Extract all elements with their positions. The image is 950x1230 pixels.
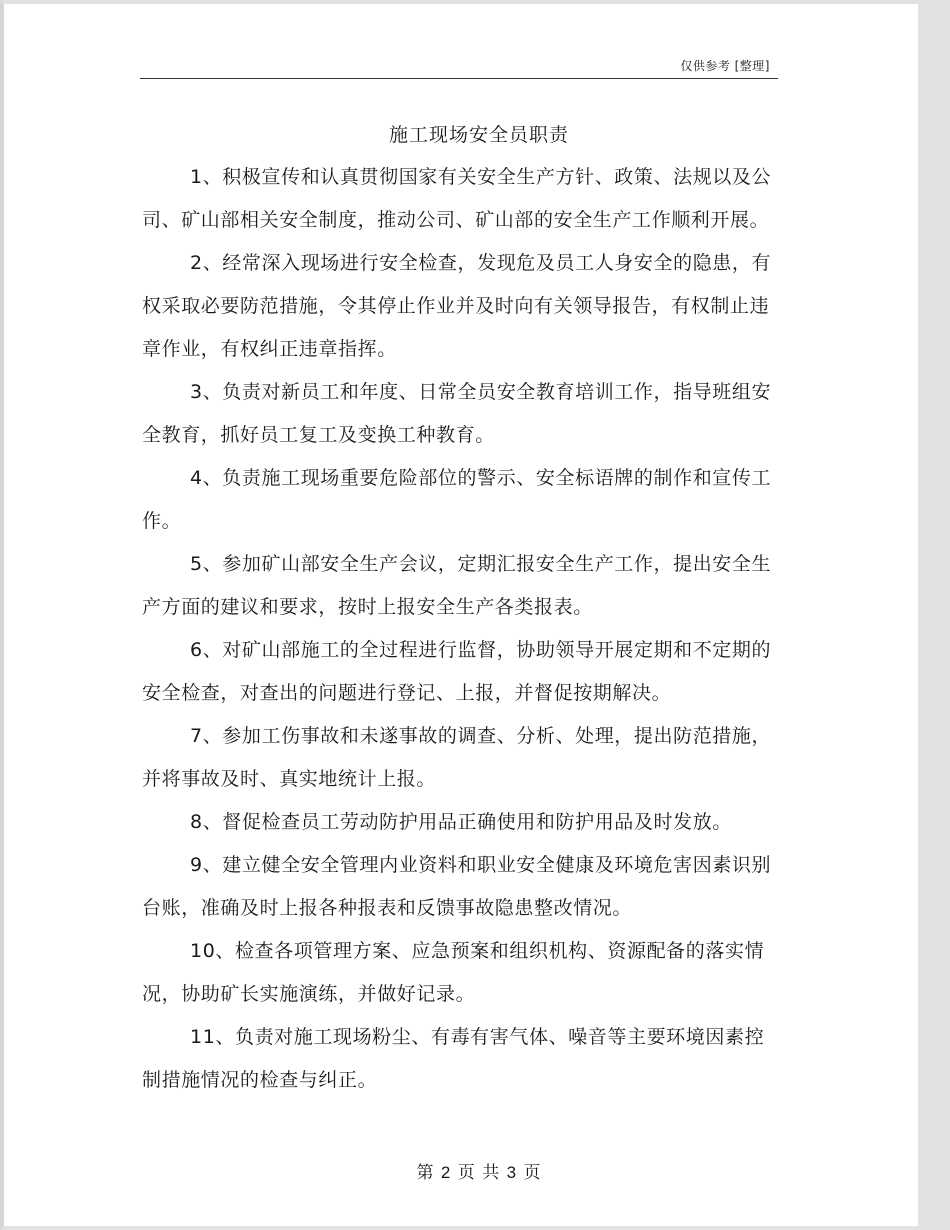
paragraph-8: 8、督促检查员工劳动防护用品正确使用和防护用品及时发放。 — [190, 811, 732, 833]
paragraph-3: 3、负责对新员工和年度、日常全员安全教育培训工作，指导班组安全教育，抓好员工复工及变换工种教育。 — [142, 381, 772, 446]
paragraph-7: 7、参加工伤事故和未遂事故的调查、分析、处理，提出防范措施，并将事故及时、真实地统计上报。 — [142, 725, 772, 790]
paragraph-2: 2、经常深入现场进行安全检查，发现危及员工人身安全的隐患，有权采取必要防范措施，令其停止作业并及时向有关领导报告，有权制止违章作业，有权纠正违章指挥。 — [142, 252, 772, 360]
footer-total-pages: 3 — [506, 1163, 518, 1182]
footer-page-number: 2 — [440, 1163, 452, 1182]
footer-middle: 页 共 — [457, 1163, 501, 1183]
paragraph-6: 6、对矿山部施工的全过程进行监督，协助领导开展定期和不定期的安全检查，对查出的问题进行登记、上报，并督促按期解决。 — [142, 639, 772, 704]
paragraph-9: 9、建立健全安全管理内业资料和职业安全健康及环境危害因素识别台账，准确及时上报各种报表和反馈事故隐患整改情况。 — [142, 854, 772, 919]
paragraph-5: 5、参加矿山部安全生产会议，定期汇报安全生产工作，提出安全生产方面的建议和要求，按时上报安全生产各类报表。 — [142, 553, 772, 618]
footer-prefix: 第 — [416, 1163, 435, 1183]
header-rule — [140, 78, 778, 79]
document-body — [142, 156, 782, 1102]
header-note: 仅供参考 [整理] — [680, 59, 770, 73]
document-title: 施工现场安全员职责 — [388, 124, 569, 146]
paragraph-11: 11、负责对施工现场粉尘、有毒有害气体、噪音等主要环境因素控制措施情况的检查与纠正。 — [142, 1026, 765, 1091]
paragraph-4: 4、负责施工现场重要危险部位的警示、安全标语牌的制作和宣传工作。 — [142, 467, 772, 532]
paragraph-10: 10、检查各项管理方案、应急预案和组织机构、资源配备的落实情况，协助矿长实施演练，并做好记录。 — [142, 940, 765, 1005]
paragraph-1: 1、积极宣传和认真贯彻国家有关安全生产方针、政策、法规以及公司、矿山部相关安全制度，推动公司、矿山部的安全生产工作顺利开展。 — [142, 166, 772, 231]
footer-suffix: 页 — [523, 1163, 542, 1183]
page-footer — [4, 1158, 950, 1183]
